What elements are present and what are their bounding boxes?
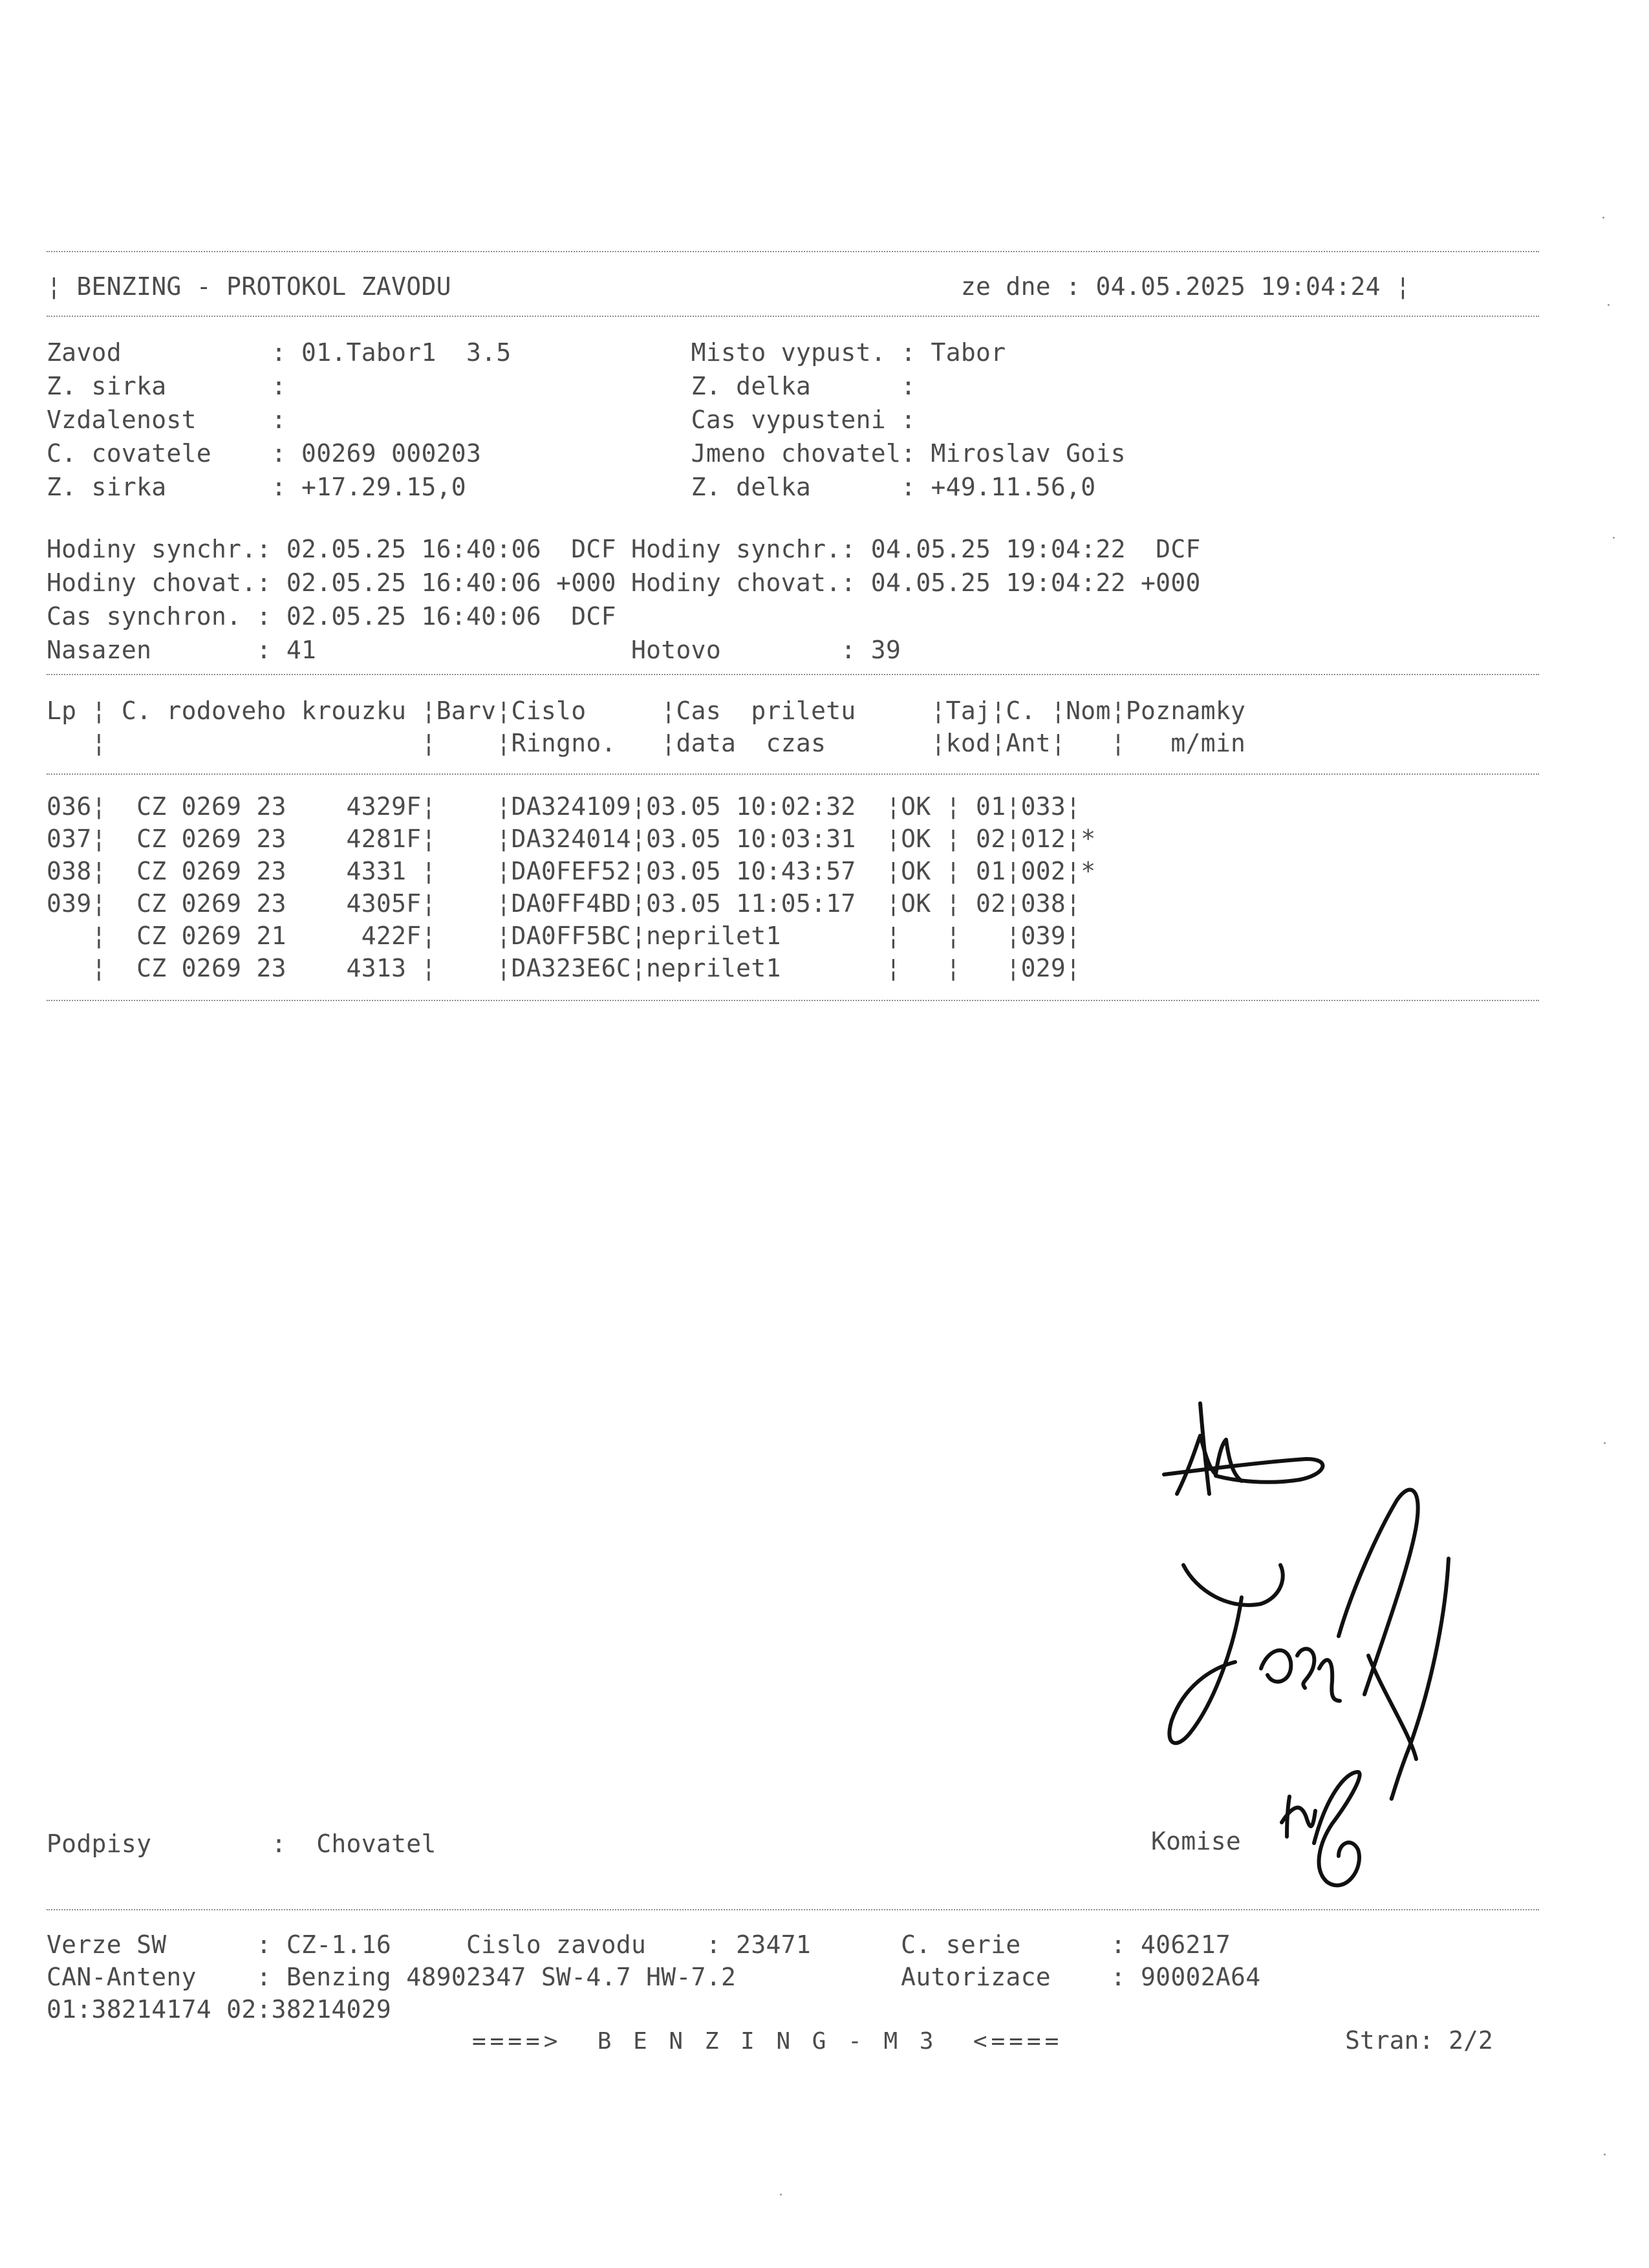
scan-speck [1608, 304, 1610, 306]
signatures-label: Podpisy : Chovatel [47, 1830, 436, 1858]
footer-line-2: CAN-Anteny : Benzing 48902347 SW-4.7 HW-7.2 Autorizace : 90002A64 [47, 1963, 1261, 1991]
table-row: 037¦ CZ 0269 23 4281F¦ ¦DA324014¦03.05 10:03:31 ¦OK ¦ 02¦012¦* [47, 825, 1096, 853]
commission-initials [1267, 1746, 1384, 1901]
page-number: Stran: 2/2 [1345, 2026, 1493, 2055]
info-line-1: Zavod : 01.Tabor1 3.5 Misto vypust. : Tabor [47, 338, 1006, 367]
scan-speck [1613, 537, 1615, 539]
scan-speck [1604, 1442, 1606, 1444]
table-row: 039¦ CZ 0269 23 4305F¦ ¦DA0FF4BD¦03.05 11:05:17 ¦OK ¦ 02¦038¦ [47, 889, 1081, 918]
benzing-banner: ====> B E N Z I N G - M 3 <==== [472, 2028, 1063, 2055]
divider-top [47, 251, 1539, 252]
divider-table-top [47, 674, 1539, 675]
divider-table-header [47, 773, 1539, 775]
info-line-2: Z. sirka : Z. delka : [47, 372, 916, 400]
sync-line-4: Nasazen : 41 Hotovo : 39 [47, 636, 901, 664]
divider-footer [47, 1909, 1539, 1910]
info-line-3: Vzdalenost : Cas vypusteni : [47, 405, 916, 434]
sync-line-2: Hodiny chovat.: 02.05.25 16:40:06 +000 Hodiny chovat.: 04.05.25 19:04:22 +000 [47, 568, 1201, 597]
table-header-line-2: ¦ ¦ ¦Ringno. ¦data czas ¦kod¦Ant¦ ¦ m/min [47, 729, 1246, 757]
footer-line-1: Verze SW : CZ-1.16 Cislo zavodu : 23471 C. serie : 406217 [47, 1930, 1231, 1959]
sync-line-3: Cas synchron. : 02.05.25 16:40:06 DCF [47, 602, 616, 631]
footer-line-3: 01:38214174 02:38214029 [47, 1995, 392, 2024]
table-row: 038¦ CZ 0269 23 4331 ¦ ¦DA0FEF52¦03.05 10:43:57 ¦OK ¦ 01¦002¦* [47, 857, 1096, 885]
scan-speck [1602, 217, 1604, 219]
divider-table-bottom [47, 1000, 1539, 1001]
table-row: ¦ CZ 0269 21 422F¦ ¦DA0FF5BC¦neprilet1 ¦ ¦ ¦039¦ [47, 922, 1081, 950]
table-row: 036¦ CZ 0269 23 4329F¦ ¦DA324109¦03.05 10:02:32 ¦OK ¦ 01¦033¦ [47, 792, 1081, 821]
table-header-line-1: Lp ¦ C. rodoveho krouzku ¦Barv¦Cislo ¦Cas priletu ¦Taj¦C. ¦Nom¦Poznamky [47, 697, 1246, 725]
sync-line-1: Hodiny synchr.: 02.05.25 16:40:06 DCF Hodiny synchr.: 04.05.25 19:04:22 DCF [47, 535, 1201, 563]
divider-header [47, 316, 1539, 317]
info-line-5: Z. sirka : +17.29.15,0 Z. delka : +49.11.56,0 [47, 473, 1096, 501]
header-title-line: ¦ BENZING - PROTOKOL ZAVODU ze dne : 04.05.2025 19:04:24 ¦ [47, 272, 1411, 301]
scan-speck [780, 2194, 782, 2196]
table-row: ¦ CZ 0269 23 4313 ¦ ¦DA323E6C¦neprilet1 ¦ ¦ ¦029¦ [47, 954, 1081, 982]
scan-speck [1604, 2154, 1606, 2155]
info-line-4: C. covatele : 00269 000203 Jmeno chovatel: Miroslav Gois [47, 439, 1126, 468]
komise-label: Komise [1151, 1827, 1242, 1855]
